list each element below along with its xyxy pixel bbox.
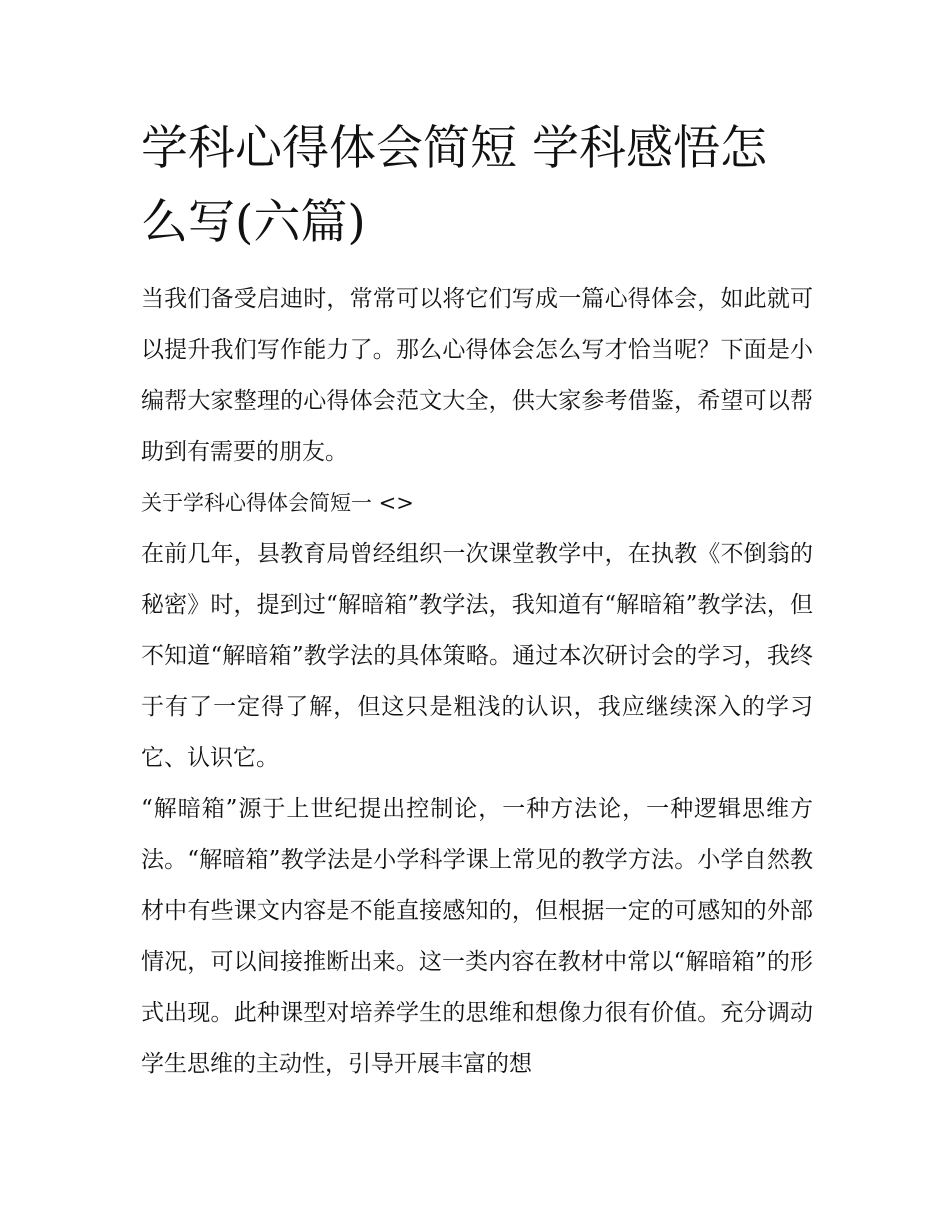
intro-paragraph: 当我们备受启迪时，常常可以将它们写成一篇心得体会，如此就可以提升我们写作能力了。那么心得体会怎么写才恰当呢？下面是小编帮大家整理的心得体会范文大全，供大家参考借鉴，希望可以帮助到有需要的朋友。 xyxy=(141,286,813,465)
document-title: 学科心得体会简短 学科感悟怎么写(六篇) xyxy=(141,121,767,250)
document-content xyxy=(141,112,813,1090)
section-heading: 关于学科心得体会简短一 <> xyxy=(141,491,414,515)
body-paragraph: “解暗箱”源于上世纪提出控制论，一种方法论，一种逻辑思维方法。“解暗箱”教学法是小学科学课上常见的教学方法。小学自然教材中有些课文内容是不能直接感知的，但根据一定的可感知的外部情况，可以间接推断出来。这一类内容在教材中常以“解暗箱”的形式出现。此种课型对培养学生的思维和想像力很有价值。充分调动学生思维的主动性，引导开展丰富的想 xyxy=(141,796,813,1077)
document-body xyxy=(141,274,813,1090)
body-paragraph: 在前几年，县教育局曾经组织一次课堂教学中，在执教《不倒翁的秘密》时，提到过“解暗箱”教学法，我知道有“解暗箱”教学法，但不知道“解暗箱”教学法的具体策略。通过本次研讨会的学习，我终于有了一定得了解，但这只是粗浅的认识，我应继续深入的学习它、认识它。 xyxy=(141,541,813,771)
